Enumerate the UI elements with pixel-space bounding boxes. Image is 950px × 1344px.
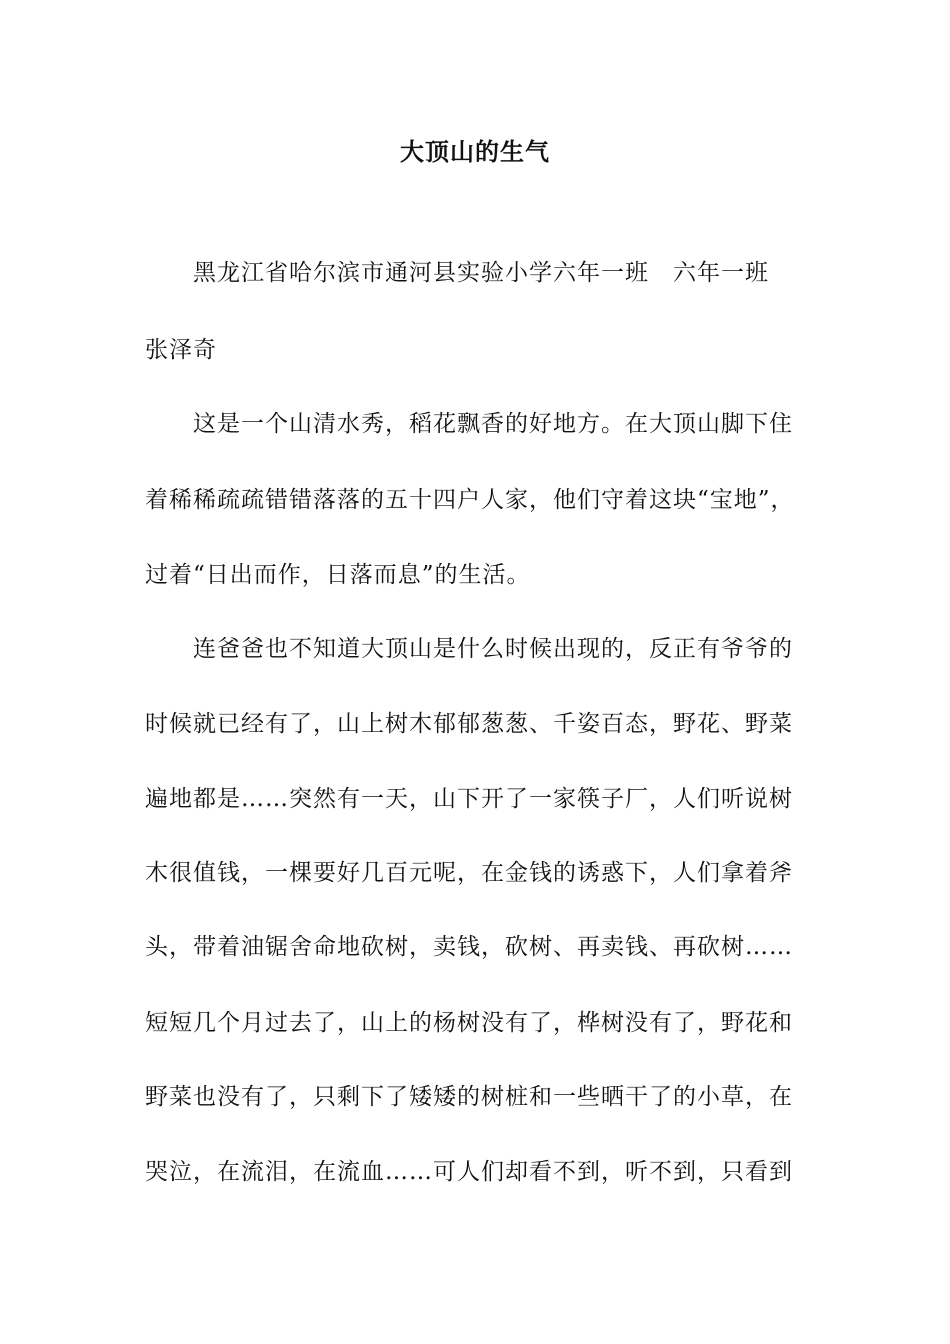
paragraph-2-line-3: 遍地都是……突然有一天，山下开了一家筷子厂，人们听说树 (145, 786, 793, 812)
paragraph-2-line-5: 头，带着油锯舍命地砍树，卖钱，砍树、再卖钱、再砍树…… (145, 934, 793, 960)
paragraph-2-line-1: 连爸爸也不知道大顶山是什么时候出现的，反正有爷爷的 (193, 636, 793, 662)
paragraph-2-line-2: 时候就已经有了，山上树木郁郁葱葱、千姿百态，野花、野菜 (145, 711, 793, 737)
paragraph-1-line-3: 过着“日出而作，日落而息”的生活。 (145, 562, 531, 588)
paragraph-2-line-4: 木很值钱，一棵要好几百元呢，在金钱的诱惑下，人们拿着斧 (145, 860, 793, 886)
author-name-line: 张泽奇 (145, 337, 217, 363)
document-title: 大顶山的生气 (400, 137, 550, 166)
paragraph-1-line-2: 着稀稀疏疏错错落落的五十四户人家，他们守着这块“宝地”， (145, 487, 795, 513)
paragraph-2-line-6: 短短几个月过去了，山上的杨树没有了，桦树没有了，野花和 (145, 1010, 793, 1036)
paragraph-2-line-8: 哭泣，在流泪，在流血……可人们却看不到，听不到，只看到 (145, 1159, 793, 1185)
author-school-line: 黑龙江省哈尔滨市通河县实验小学六年一班 六年一班 (193, 260, 769, 286)
paragraph-2-line-7: 野菜也没有了，只剩下了矮矮的树桩和一些晒干了的小草，在 (145, 1084, 793, 1110)
paragraph-1-line-1: 这是一个山清水秀，稻花飘香的好地方。在大顶山脚下住 (193, 411, 793, 437)
